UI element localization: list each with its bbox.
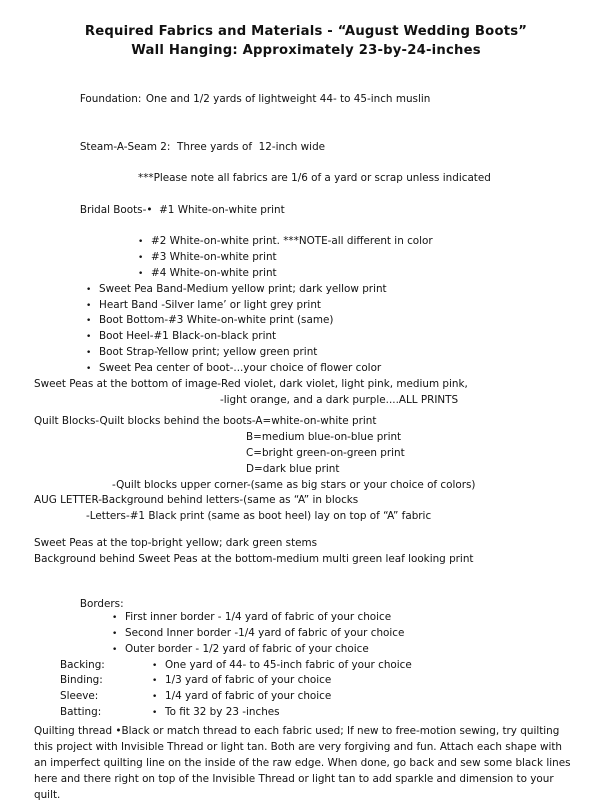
backing-row: [34, 658, 578, 674]
binding-row: [34, 673, 578, 689]
list-item: [138, 250, 578, 266]
batting-row: [34, 705, 578, 721]
list-item-label: Sweet Pea center of boot-...your choice of flower color: [99, 361, 382, 374]
bullet-icon: •: [152, 707, 158, 718]
list-item-label: Heart Band -Silver lame’ or light grey print: [99, 298, 321, 311]
bullet-icon: •: [112, 628, 118, 639]
sweet-peas-top: Sweet Peas at the top-bright yellow; dark green stems: [34, 537, 318, 550]
bullet-icon: •: [152, 676, 158, 687]
list-item: [86, 313, 578, 329]
bullet-icon: •: [138, 253, 144, 264]
fabrics-note: ***Please note all fabrics are 1/6 of a yard or scrap unless indicated: [138, 172, 491, 185]
borders-label: Borders:: [79, 598, 124, 611]
sleeve-row: [34, 689, 578, 705]
list-item-label: Second Inner border -1/4 yard of fabric of your choice: [125, 626, 405, 639]
bullet-icon: •: [112, 613, 118, 624]
steam-a-seam-label: Steam-A-Seam 2:: [79, 140, 171, 153]
list-item: [112, 610, 578, 626]
quilt-blocks-line-1: Quilt Blocks-Quilt blocks behind the boots-A=white-on-white print: [34, 415, 377, 428]
bullet-icon: •: [86, 348, 92, 359]
components-list: [34, 282, 578, 377]
list-item-label: Boot Heel-#1 Black-on-black print: [99, 330, 277, 343]
steam-a-seam-row: [34, 124, 578, 171]
borders-list: [34, 610, 578, 657]
title-line-1: Required Fabrics and Materials - “August Wedding Boots”: [84, 24, 528, 39]
binding-label: Binding:: [60, 674, 103, 687]
list-item: [112, 626, 578, 642]
list-item-label: First inner border - 1/4 yard of fabric of your choice: [125, 611, 392, 624]
quilt-blocks-line-4: D=dark blue print: [246, 462, 340, 475]
list-item-label: Outer border - 1/2 yard of fabric of your choice: [125, 642, 369, 655]
sweet-peas-bottom-line-1: Sweet Peas at the bottom of image-Red violet, dark violet, light pink, medium pink,: [34, 377, 468, 390]
bullet-icon: •: [86, 316, 92, 327]
list-item: [86, 345, 578, 361]
document-body: [34, 76, 578, 803]
list-item: [86, 298, 578, 314]
bullet-icon: •: [152, 692, 158, 703]
bullet-icon: •: [138, 269, 144, 280]
background-sweet-peas: Background behind Sweet Peas at the bottom-medium multi green leaf looking print: [34, 552, 474, 565]
aug-letter-line-1: AUG LETTER-Background behind letters-(same as “A” in blocks: [34, 494, 359, 507]
title-line-2: Wall Hanging: Approximately 23-by-24-inches: [131, 43, 481, 59]
list-item-label: #2 White-on-white print. ***NOTE-all different in color: [151, 235, 433, 248]
backing-label: Backing:: [60, 658, 105, 671]
foundation-value: One and 1/2 yards of lightweight 44- to 45-inch muslin: [145, 93, 431, 106]
bullet-icon: •: [152, 660, 158, 671]
bullet-icon: •: [86, 363, 92, 374]
list-item: [138, 266, 578, 282]
list-item: [86, 282, 578, 298]
bridal-boots-list: [34, 234, 578, 281]
bridal-boots-first-item: #1 White-on-white print: [159, 203, 285, 216]
foundation-row: [34, 76, 578, 123]
bullet-icon: •: [86, 332, 92, 343]
batting-value: To fit 32 by 23 -inches: [165, 705, 280, 718]
list-item-label: Boot Strap-Yellow print; yellow green print: [99, 346, 318, 359]
list-item: [86, 329, 578, 345]
bullet-icon: •: [138, 237, 144, 248]
page-title: [34, 22, 578, 60]
list-item: [138, 234, 578, 250]
foundation-label: Foundation:: [79, 93, 142, 106]
bullet-icon: •: [86, 284, 92, 295]
list-item-label: Boot Bottom-#3 White-on-white print (same): [99, 314, 334, 327]
sleeve-value: 1/4 yard of fabric of your choice: [165, 690, 332, 703]
bullet-icon: •: [86, 300, 92, 311]
sleeve-label: Sleeve:: [60, 690, 99, 703]
bridal-boots-label: Bridal Boots-•: [79, 203, 153, 216]
bridal-boots-row: [34, 187, 578, 234]
batting-label: Batting:: [60, 705, 102, 718]
quilt-blocks-corner: -Quilt blocks upper corner-(same as big stars or your choice of colors): [112, 478, 476, 491]
sweet-peas-bottom-line-2: -light orange, and a dark purple....ALL PRINTS: [220, 393, 459, 406]
bullet-icon: •: [112, 644, 118, 655]
quilt-blocks-line-3: C=bright green-on-green print: [246, 446, 405, 459]
steam-a-seam-value: Three yards of 12-inch wide: [177, 140, 326, 153]
aug-letter-line-2: -Letters-#1 Black print (same as boot heel) lay on top of “A” fabric: [86, 510, 432, 523]
quilting-thread-paragraph: Quilting thread •Black or match thread to each fabric used; If new to free-motion sewing, try quilting this project with Invisible Thread or light tan. Both are very forgiving and fun. Attach each shape with an imperfect quilting line on the inside of the raw edge. When done, go back and sew some black lines here and there right on top of the Invisible Thread or light tan to add sparkle and dimension to your quilt.: [34, 724, 571, 802]
list-item: [112, 642, 578, 658]
list-item: [86, 361, 578, 377]
list-item-label: Sweet Pea Band-Medium yellow print; dark yellow print: [99, 282, 387, 295]
quilt-blocks-line-2: B=medium blue-on-blue print: [246, 431, 402, 444]
binding-value: 1/3 yard of fabric of your choice: [165, 674, 332, 687]
backing-value: One yard of 44- to 45-inch fabric of your choice: [165, 658, 412, 671]
list-item-label: #4 White-on-white print: [151, 267, 277, 280]
list-item-label: #3 White-on-white print: [151, 251, 277, 264]
